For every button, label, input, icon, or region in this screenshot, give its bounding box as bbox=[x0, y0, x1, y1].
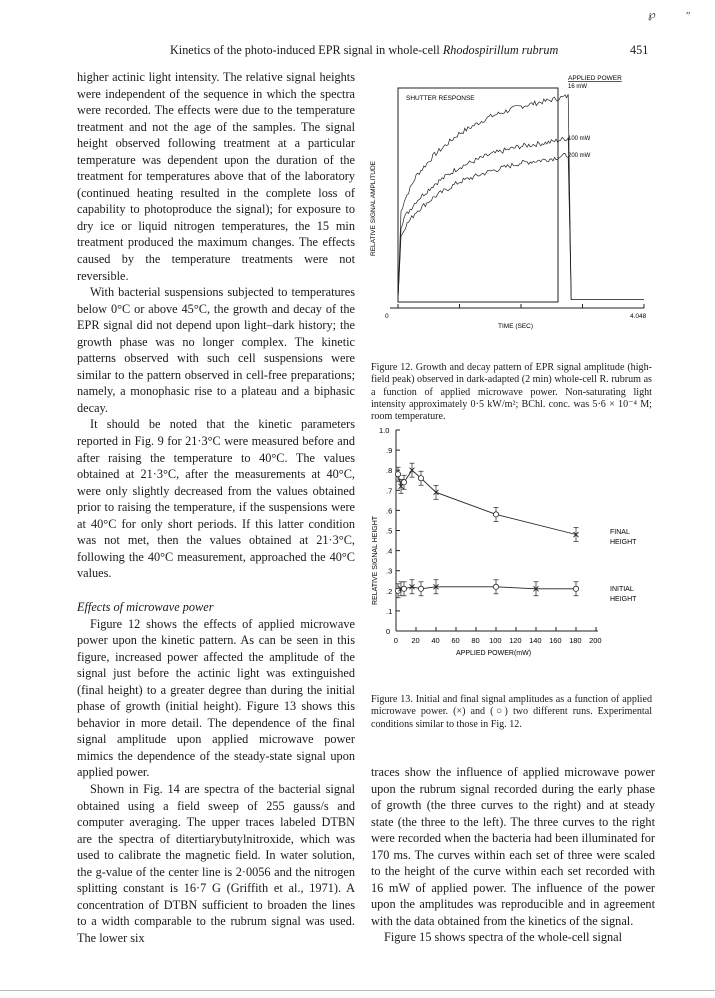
y-tick-label: .7 bbox=[386, 486, 393, 496]
x-tick-label: 120 bbox=[509, 636, 522, 645]
x-tick-end: 4.048 bbox=[630, 313, 647, 320]
y-axis-label: RELATIVE SIGNAL HEIGHT bbox=[372, 515, 379, 605]
series-line bbox=[398, 137, 644, 299]
x-tick-label: 40 bbox=[431, 636, 440, 645]
y-tick-label: .3 bbox=[386, 566, 393, 576]
x-axis-label: APPLIED POWER(mW) bbox=[456, 650, 532, 657]
data-point-circle bbox=[401, 586, 406, 591]
axis-ticks bbox=[379, 426, 602, 645]
y-tick-label: .8 bbox=[386, 466, 393, 476]
series bbox=[395, 463, 578, 598]
traces bbox=[398, 94, 644, 299]
y-tick-label: .9 bbox=[386, 446, 393, 456]
data-point-circle bbox=[395, 588, 400, 593]
data-point-circle bbox=[573, 586, 578, 591]
data-point-circle bbox=[418, 476, 423, 481]
running-header: Kinetics of the photo-induced EPR signal in whole-cell Rhodospirillum rubrum bbox=[170, 43, 559, 57]
x-axis-ticks bbox=[398, 304, 644, 308]
paragraph: Shown in Fig. 14 are spectra of the bacterial signal obtained using a field sweep of 255 gauss/s and computer averaging. The upper traces labeled DTBN are the spectra of ditertiarybutylnitroxide, which was used to calibrate the magnetic field. In water solution, the g-value of the center line is 2·0056 and the nitrogen splitting constant is 16·7 G (Griffith et al., 1971). A concentration of DTBN sufficient to broaden the lines to a width comparable to the rubrum signal was used. The lower six bbox=[77, 781, 355, 945]
right-column bbox=[371, 764, 655, 946]
series-label-initial: INITIAL bbox=[610, 586, 634, 593]
trend-line bbox=[398, 470, 576, 534]
x-tick-label: 140 bbox=[529, 636, 542, 645]
left-column bbox=[77, 69, 355, 946]
corner-mark-1: ℘ bbox=[648, 9, 656, 21]
y-tick-label: .5 bbox=[386, 526, 393, 536]
paragraph: Figure 12 shows the effects of applied microwave power upon the kinetic pattern. As can be seen in this figure, increased power affected the amplitude of the signal just before the actinic light was extinguished (final height) to a greater degree than during the initial phase of growth (initial height). Figure 13 shows this behavior in more detail. The dependence of the final signal amplitude upon applied microwave power mimics the dependence of the steady-state signal upon applied power. bbox=[77, 616, 355, 780]
y-tick-label: .1 bbox=[386, 606, 393, 616]
x-tick-label: 80 bbox=[471, 636, 480, 645]
y-tick-label: 1.0 bbox=[379, 426, 390, 435]
corner-mark-2: ″ bbox=[686, 10, 691, 22]
series-label-final: FINAL bbox=[610, 529, 630, 536]
series-label-initial: HEIGHT bbox=[610, 596, 637, 603]
x-tick-label: 160 bbox=[549, 636, 562, 645]
power-label-200: 200 mW bbox=[568, 152, 591, 159]
figure-12-chart bbox=[362, 70, 662, 360]
figure-12-caption: Figure 12. Growth and decay pattern of EPR signal amplitude (high-field peak) observed in dark-adapted (2 min) whole-cell R. rubrum as a function of applied microwave power. Non-saturating light intensity approximately 0·5 kW/m²; BChl. conc. was 5·6 × 10⁻⁴ M; room temperature. bbox=[371, 362, 652, 423]
data-point-circle bbox=[493, 584, 498, 589]
data-point-circle bbox=[395, 472, 400, 477]
x-tick-label: 20 bbox=[411, 636, 420, 645]
paragraph: Figure 15 shows spectra of the whole-cell signal bbox=[384, 930, 623, 945]
power-label-16: 16 mW bbox=[568, 84, 588, 90]
trend-line bbox=[398, 587, 576, 591]
y-tick-label: 0 bbox=[386, 627, 391, 636]
x-axis-label: TIME (SEC) bbox=[498, 323, 534, 330]
series-label-final: HEIGHT bbox=[610, 539, 637, 546]
page-bottom-rule bbox=[0, 990, 715, 991]
section-heading: Effects of microwave power bbox=[77, 599, 214, 614]
data-point-circle bbox=[401, 480, 406, 485]
data-point-circle bbox=[418, 586, 423, 591]
x-tick-label: 200 bbox=[589, 636, 602, 645]
figure-13-chart bbox=[362, 420, 662, 660]
y-tick-label: .6 bbox=[386, 506, 393, 516]
paragraph: It should be noted that the kinetic parameters reported in Fig. 9 for 21·3°C were measured before and after raising the temperature to 40°C. The values obtained at 21·3°C, after the measurements at 40°C, were only slightly decreased from the values obtained prior to raising the temperature, if the suspensions were at 40°C for only short periods. If this latter condition was not met, then the values obtained at 21·3°C, following the 40°C measurement, approached the 40°C values. bbox=[77, 417, 355, 581]
x-tick-label: 180 bbox=[569, 636, 582, 645]
paragraph: higher actinic light intensity. The relative signal heights were independent of the sequence in which the spectra were recorded. The effects were due to the temperature treatment and not the age of the samples. The signal height observed following treatment at a particular temperature was dependent upon the duration of the treatment for temperatures above that of the laboratory (continued heating resulted in the complete loss of capability to photoproduce the signal); for exposure to dry ice or liquid nitrogen temperatures, the 15 min treatment produced the maximum changes. The effects caused by the temperature treatments were not reversible. bbox=[77, 70, 355, 283]
figure-13-caption: Figure 13. Initial and final signal amplitudes as a function of applied microwave power. (×) and (○) two different runs. Experimental conditions similar to those in Fig. 12. bbox=[371, 694, 652, 730]
series-line bbox=[398, 153, 644, 299]
x-tick-label: 100 bbox=[489, 636, 502, 645]
y-tick-label: .4 bbox=[386, 546, 393, 556]
x-tick-start: 0 bbox=[385, 313, 389, 320]
y-axis-label: RELATIVE SIGNAL AMPLITUDE bbox=[370, 161, 377, 256]
paragraph: traces show the influence of applied microwave power upon the rubrum signal recorded during the early phase of growth (the three curves to the right) and at steady state (the three to the left). The three curves to the right were recorded when the bacteria had been illuminated for 170 ms. The curves within each set of three were scaled to the height of the curve within each set recorded with 16 mW of applied power. The influence of the power upon the amplitudes was reproducible and in agreement with the data obtained from the kinetics of the signal. bbox=[371, 765, 655, 928]
legend-title: APPLIED POWER bbox=[568, 75, 622, 82]
inset-label: SHUTTER RESPONSE bbox=[406, 95, 475, 102]
y-tick-label: .2 bbox=[386, 586, 393, 596]
paragraph: With bacterial suspensions subjected to temperatures below 0°C or above 45°C, the growth and decay of the EPR signal did not depend upon light–dark history; the growth phase was no longer complex. The kinetic patterns observed with such cell suspensions were similar to the pattern observed in cell-free preparations; namely, a monophasic rise to a plateau and a biphasic decay. bbox=[77, 285, 355, 415]
x-tick-label: 60 bbox=[451, 636, 460, 645]
data-point-circle bbox=[493, 512, 498, 517]
power-label-100: 100 mW bbox=[568, 136, 591, 142]
x-tick-label: 0 bbox=[393, 636, 398, 645]
page-number: 451 bbox=[630, 43, 649, 57]
